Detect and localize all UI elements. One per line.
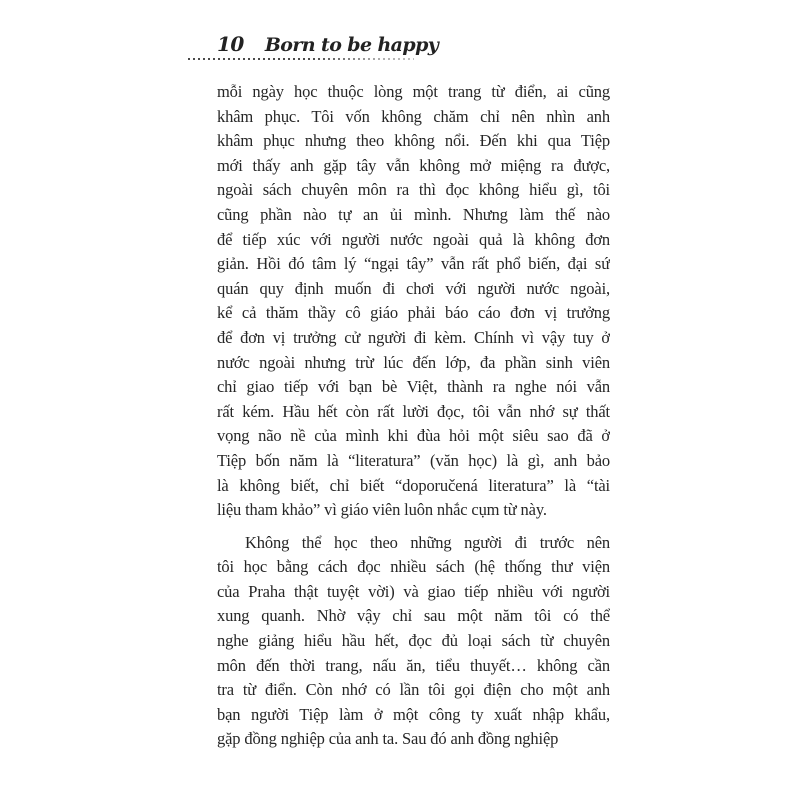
text-line: chỉ giao tiếp với bạn bè Việt, thành ra nghe nói vẫn xyxy=(217,377,610,397)
text-line: kể cả thăm thầy cô giáo phải báo cáo đơn vị trưởng xyxy=(217,303,610,323)
text-line: mới thấy anh gặp tây vẫn không mở miệng ra được, xyxy=(217,155,610,175)
text-line: bạn người Tiệp làm ở một công ty xuất nhập khẩu, xyxy=(217,704,610,724)
book-title: Born to be happy xyxy=(264,34,439,56)
text-line: rất kém. Hầu hết còn rất lười đọc, tôi vẫn nhớ sự thất xyxy=(217,401,610,421)
text-line: nghe giảng hiểu hầu hết, đọc đủ loại sách từ chuyên xyxy=(217,631,610,651)
page-number: 10 xyxy=(217,32,244,56)
text-line: để đơn vị trưởng cử người đi kèm. Chính vì vậy tuy ở xyxy=(217,327,610,347)
text-line: tra từ điển. Còn nhớ có lần tôi gọi điện cho một anh xyxy=(217,680,610,700)
text-line: quán quy định muốn đi chơi với người nước ngoài, xyxy=(217,278,610,298)
text-line: giản. Hồi đó tâm lý “ngại tây” vẫn rất phổ biến, đại sứ xyxy=(217,254,610,274)
header-dotted-rule xyxy=(188,58,414,60)
body-text xyxy=(217,80,610,752)
text-line: gặp đồng nghiệp của anh ta. Sau đó anh đồng nghiệp xyxy=(217,729,559,749)
text-line: ngoài sách chuyên môn ra thì đọc không hiểu gì, tôi xyxy=(217,180,610,200)
text-line: vọng não nề của mình khi đùa hỏi một siêu sao đã ở xyxy=(217,426,610,446)
text-line: nước ngoài nhưng trừ lúc đến lớp, đa phần sinh viên xyxy=(217,352,610,372)
text-line: Không thể học theo những người đi trước nên xyxy=(245,532,610,552)
running-header xyxy=(217,32,438,56)
text-line: để tiếp xúc với người nước ngoài quả là không đơn xyxy=(217,229,610,249)
text-line: xung quanh. Nhờ vậy chỉ sau một năm tôi có thể xyxy=(217,606,610,626)
text-line: khâm phục. Tôi vốn không chăm chỉ nên nhìn anh xyxy=(217,106,610,126)
text-line: của Praha thật tuyệt vời) và giao tiếp nhiều với người xyxy=(217,581,610,601)
text-line: Tiệp bốn năm là “literatura” (văn học) là gì, anh bảo xyxy=(217,450,610,470)
text-line: là không biết, chỉ biết “doporučená literatura” là “tài xyxy=(217,475,610,495)
text-line: môn đến thời trang, nấu ăn, tiểu thuyết… không cần xyxy=(217,655,610,675)
paragraph xyxy=(217,531,610,752)
text-line: cũng phần nào tự an ủi mình. Nhưng làm thế nào xyxy=(217,204,610,224)
text-line: khâm phục nhưng theo không nổi. Đến khi qua Tiệp xyxy=(217,131,610,151)
text-line: liệu tham khảo” vì giáo viên luôn nhắc cụm từ này. xyxy=(217,500,547,520)
text-line: tôi học bằng cách đọc nhiều sách (hệ thống thư viện xyxy=(217,557,610,577)
text-line: mỗi ngày học thuộc lòng một trang từ điển, ai cũng xyxy=(217,82,610,101)
paragraph xyxy=(217,80,610,523)
